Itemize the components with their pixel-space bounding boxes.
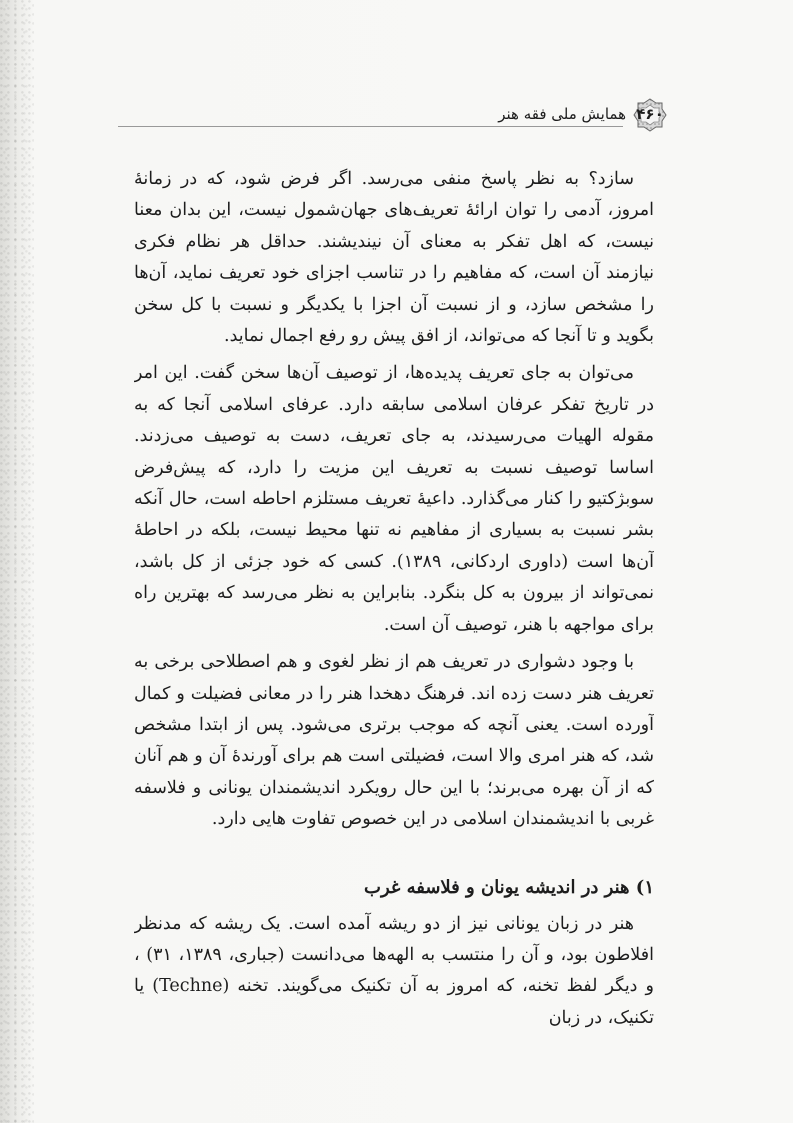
page-number-badge	[633, 98, 667, 132]
header-rule	[118, 126, 623, 127]
conference-title: همایش ملی فقه هنر	[498, 105, 626, 123]
paragraph-1: سازد؟ به نظر پاسخ منفی می‌رسد. اگر فرض شود، که در زمانهٔ امروز، آدمی را توان ارائهٔ تعریف‌های جهان‌شمول نیست، این بدان معنا نیست، که اهل تفکر به معنای آن نیندیشند. حداقل هر نظام فکری نیازمند آن است، که مفاهیم را در تناسب اجزای خود تعریف نماید، آن‌ها را مشخص سازد، و از نسبت آن اجزا با یکدیگر و نسبت با کل سخن بگوید و تا آنجا که می‌تواند، از افق پیش رو رفع اجمال نماید.	[134, 169, 654, 347]
paragraph-2: می‌توان به جای تعریف پدیده‌ها، از توصیف آن‌ها سخن گفت. این امر در تاریخ تفکر عرفان اسلامی سابقه دارد. عرفای اسلامی آنجا که به مقوله الهیات می‌رسیدند، به جای تعریف، دست به توصیف می‌زدند. اساسا توصیف نسبت به تعریف این مزیت را دارد، که پیش‌فرض سوبژکتیو را کنار می‌گذارد. داعیهٔ تعریف مستلزم احاطه است، حال آنکه بشر نسبت به بسیاری از مفاهیم نه تنها محیط نیست، بلکه در احاطهٔ آن‌ها است (داوری اردکانی، ۱۳۸۹). کسی که خود جزئی از کل باشد، نمی‌تواند از بیرون به کل بنگرد. بنابراین به نظر می‌رسد که بهترین راه برای مواجهه با هنر، توصیف آن است.	[134, 363, 654, 635]
page-header	[118, 98, 667, 126]
section-paragraph: هنر در زبان یونانی نیز از دو ریشه آمده است. یک ریشه که مدنظر افلاطون بود، و آن را منتسب به الهه‌ها می‌دانست (جباری، ۱۳۸۹، ۳۱) ، و دیگر لفظ تخنه، که امروز به آن تکنیک می‌گویند. تخنه (Techne) یا تکنیک، در زبان	[134, 913, 654, 1028]
scan-edge	[0, 0, 34, 1123]
page-number: ۴۶۰	[636, 105, 664, 123]
section-heading: ۱) هنر در اندیشه یونان و فلاسفه غرب	[364, 876, 654, 898]
paragraph-3: با وجود دشواری در تعریف هم از نظر لغوی و هم اصطلاحی برخی به تعریف هنر دست زده اند. فرهنگ دهخدا هنر را در معانی فضیلت و کمال آورده است. یعنی آنچه که موجب برتری می‌شود. پس از ابتدا مشخص شد، که هنر امری والا است، فضیلتی است هم برای آورندهٔ آن و هم آنان که از آن بهره می‌برند؛ با این حال رویکرد اندیشمندان یونانی و فلاسفه غربی با اندیشمندان اسلامی در این خصوص تفاوت هایی دارد.	[134, 652, 654, 830]
article-body	[134, 164, 654, 1052]
